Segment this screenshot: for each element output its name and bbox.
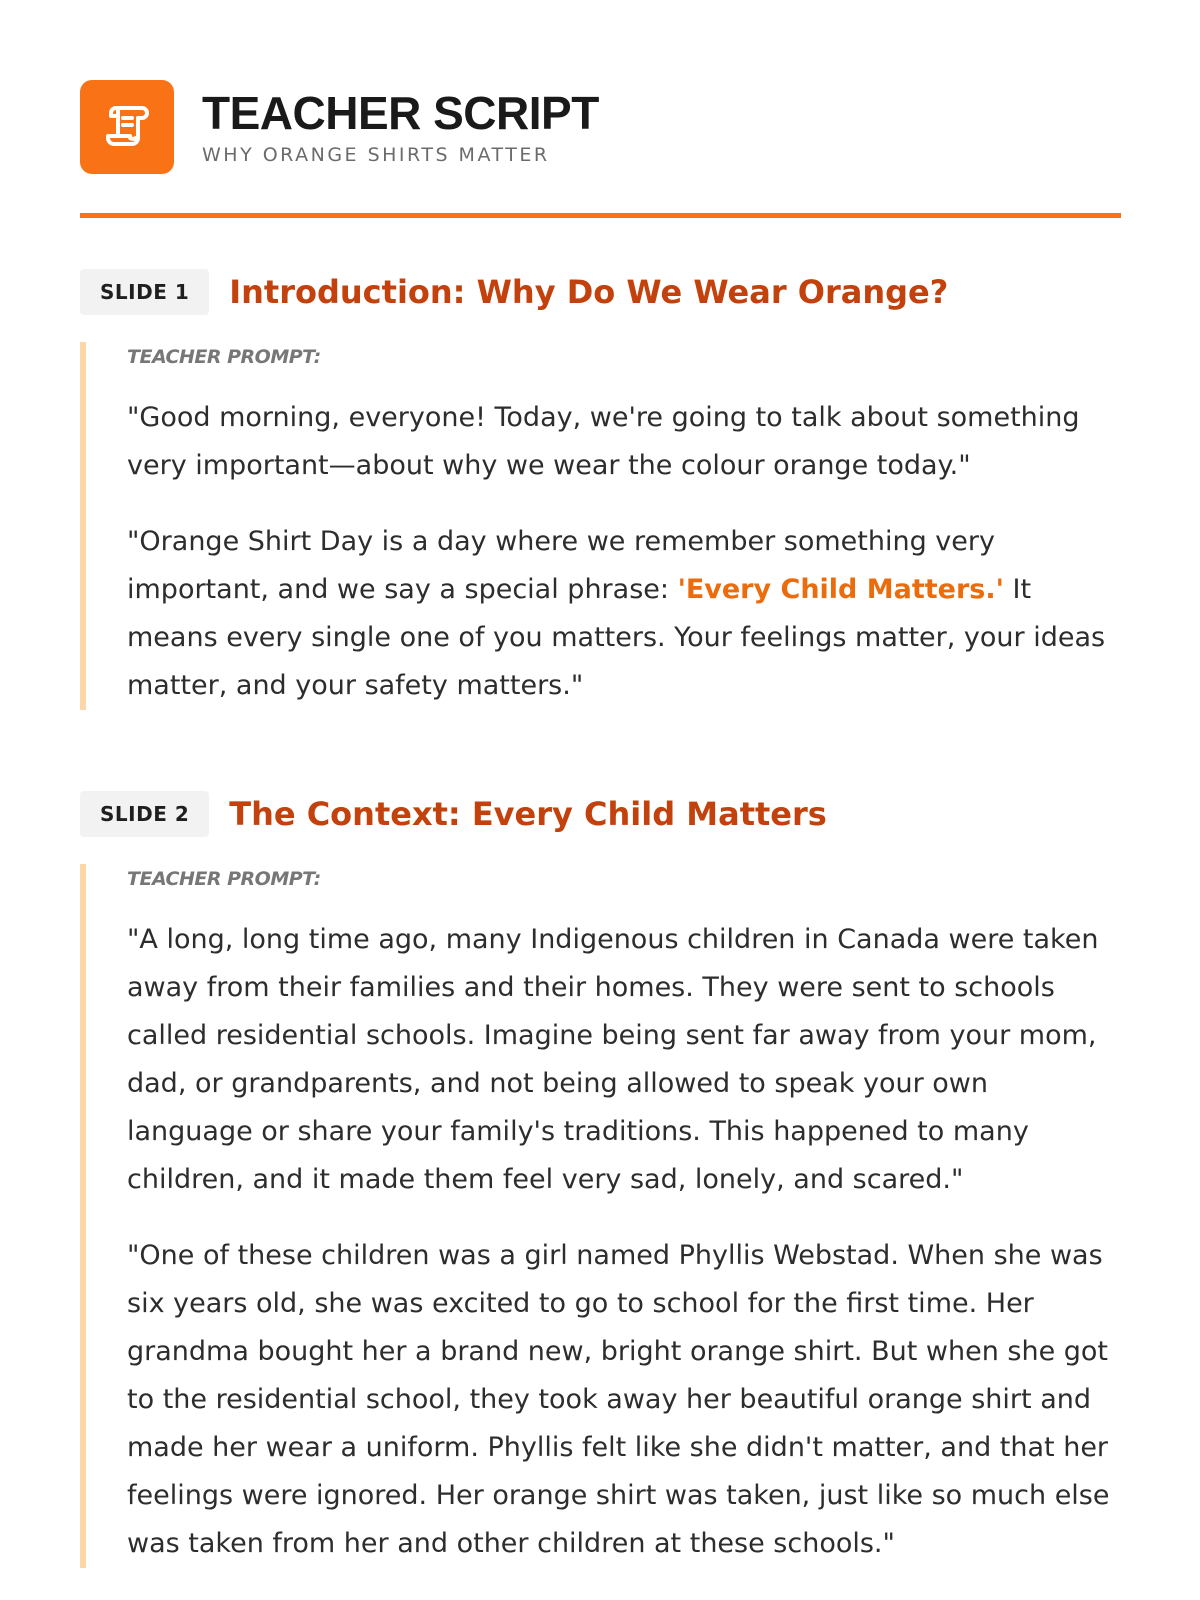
logo-badge bbox=[80, 80, 174, 174]
section-header bbox=[80, 790, 1121, 838]
script-paragraph: "Good morning, everyone! Today, we're going to talk about something very important—about why we wear the colour orange today." bbox=[127, 402, 1080, 481]
slide-section-1 bbox=[80, 268, 1121, 710]
script-paragraph bbox=[127, 518, 1121, 710]
script-paragraph: "A long, long time ago, many Indigenous children in Canada were taken away from their families and their homes. They were sent to schools called residential schools. Imagine being sent far away from your mom, dad, or grandparents, and not being allowed to speak your own language or share your family's traditions. This happened to many children, and it made them feel very sad, lonely, and scared." bbox=[127, 924, 1099, 1195]
teacher-prompt-label: TEACHER PROMPT: bbox=[127, 868, 321, 890]
key-phrase-highlight: 'Every Child Matters.' bbox=[677, 574, 1004, 605]
slide-section-2 bbox=[80, 790, 1121, 1568]
slide-tag: SLIDE 2 bbox=[80, 791, 209, 837]
title-block bbox=[202, 88, 599, 166]
script-paragraph: "One of these children was a girl named Phyllis Webstad. When she was six years old, she was excited to go to school for the first time. Her grandma bought her a brand new, bright orange shirt. But when she got to the residential school, they took away her beautiful orange shirt and made her wear a uniform. Phyllis felt like she didn't matter, and that her feelings were ignored. Her orange shirt was taken, just like so much else was taken from her and other children at these schools." bbox=[127, 1240, 1110, 1559]
document-subtitle: WHY ORANGE SHIRTS MATTER bbox=[202, 144, 550, 166]
scroll-icon bbox=[102, 100, 152, 155]
document-header bbox=[80, 80, 1120, 174]
header-divider bbox=[80, 213, 1121, 218]
section-title: The Context: Every Child Matters bbox=[229, 795, 827, 833]
document-title: TEACHER SCRIPT bbox=[202, 87, 599, 139]
teacher-prompt-block bbox=[80, 864, 1121, 1568]
paragraph-text: It means every single one of you matters. Your feelings matter, your ideas matter, and your safety matters." bbox=[127, 574, 1106, 701]
section-title: Introduction: Why Do We Wear Orange? bbox=[229, 273, 949, 311]
section-header bbox=[80, 268, 1121, 316]
slide-tag: SLIDE 1 bbox=[80, 269, 209, 315]
teacher-prompt-label: TEACHER PROMPT: bbox=[127, 346, 321, 368]
paragraph-text: "Orange Shirt Day is a day where we remember something very important, and we say a special phrase: bbox=[127, 526, 995, 605]
teacher-prompt-block bbox=[80, 342, 1121, 710]
